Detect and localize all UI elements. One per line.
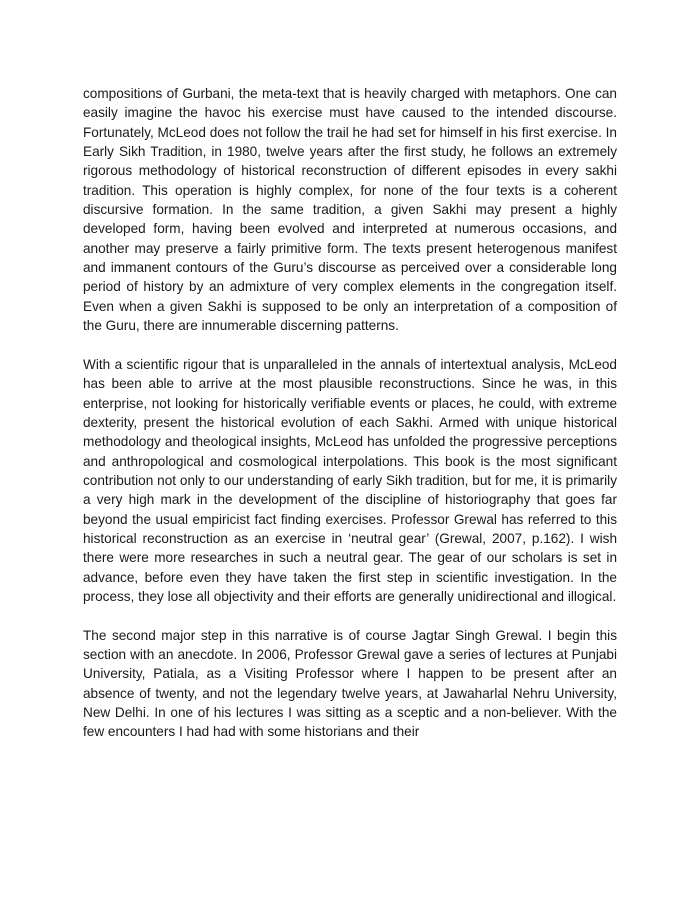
paragraph-3: The second major step in this narrative is of course Jagtar Singh Grewal. I begin this section with an anecdote. In 2006, Professor Grewal gave a series of lectures at Punjabi University, Patiala, as a Visiting Professor where I happen to be present after an absence of twenty, and not the legendary twelve years, at Jawaharlal Nehru University, New Delhi. In one of his lectures I was sitting as a sceptic and a non-believer. With the few encounters I had had with some historians and their: [83, 627, 617, 740]
document-page: [83, 84, 617, 761]
paragraph-1: compositions of Gurbani, the meta-text that is heavily charged with metaphors. One can easily imagine the havoc his exercise must have caused to the intended discourse. Fortunately, McLeod does not follow the trail he had set for himself in his first exercise. In Early Sikh Tradition, in 1980, twelve years after the first study, he follows an extremely rigorous methodology of historical reconstruction of different episodes in every sakhi tradition. This operation is highly complex, for none of the four texts is a coherent discursive formation. In the same tradition, a given Sakhi may present a highly developed form, having been evolved and interpreted at numerous occasions, and another may preserve a fairly primitive form. The texts present heterogenous manifest and immanent contours of the Guru’s discourse as perceived over a considerable long period of history by an admixture of very complex elements in the congregation itself. Even when a given Sakhi is supposed to be only an interpretation of a composition of the Guru, there are innumerable discerning patterns.: [83, 86, 617, 334]
paragraph-2: With a scientific rigour that is unparalleled in the annals of intertextual analysis, McLeod has been able to arrive at the most plausible reconstructions. Since he was, in this enterprise, not looking for historically verifiable events or places, he could, with extreme dexterity, present the historical evolution of each Sakhi. Armed with unique historical methodology and theological insights, McLeod has unfolded the progressive perceptions and anthropological and cosmological interpolations. This book is the most significant contribution not only to our understanding of early Sikh tradition, but for me, it is primarily a very high mark in the development of the discipline of historiography that goes far beyond the usual empiricist fact finding exercises. Professor Grewal has referred to this historical reconstruction as an exercise in ‘neutral gear’ (Grewal, 2007, p.162). I wish there were more researches in such a neutral gear. The gear of our scholars is set in advance, before even they have taken the first step in scientific investigation. In the process, they lose all objectivity and their efforts are generally unidirectional and illogical.: [83, 356, 617, 604]
